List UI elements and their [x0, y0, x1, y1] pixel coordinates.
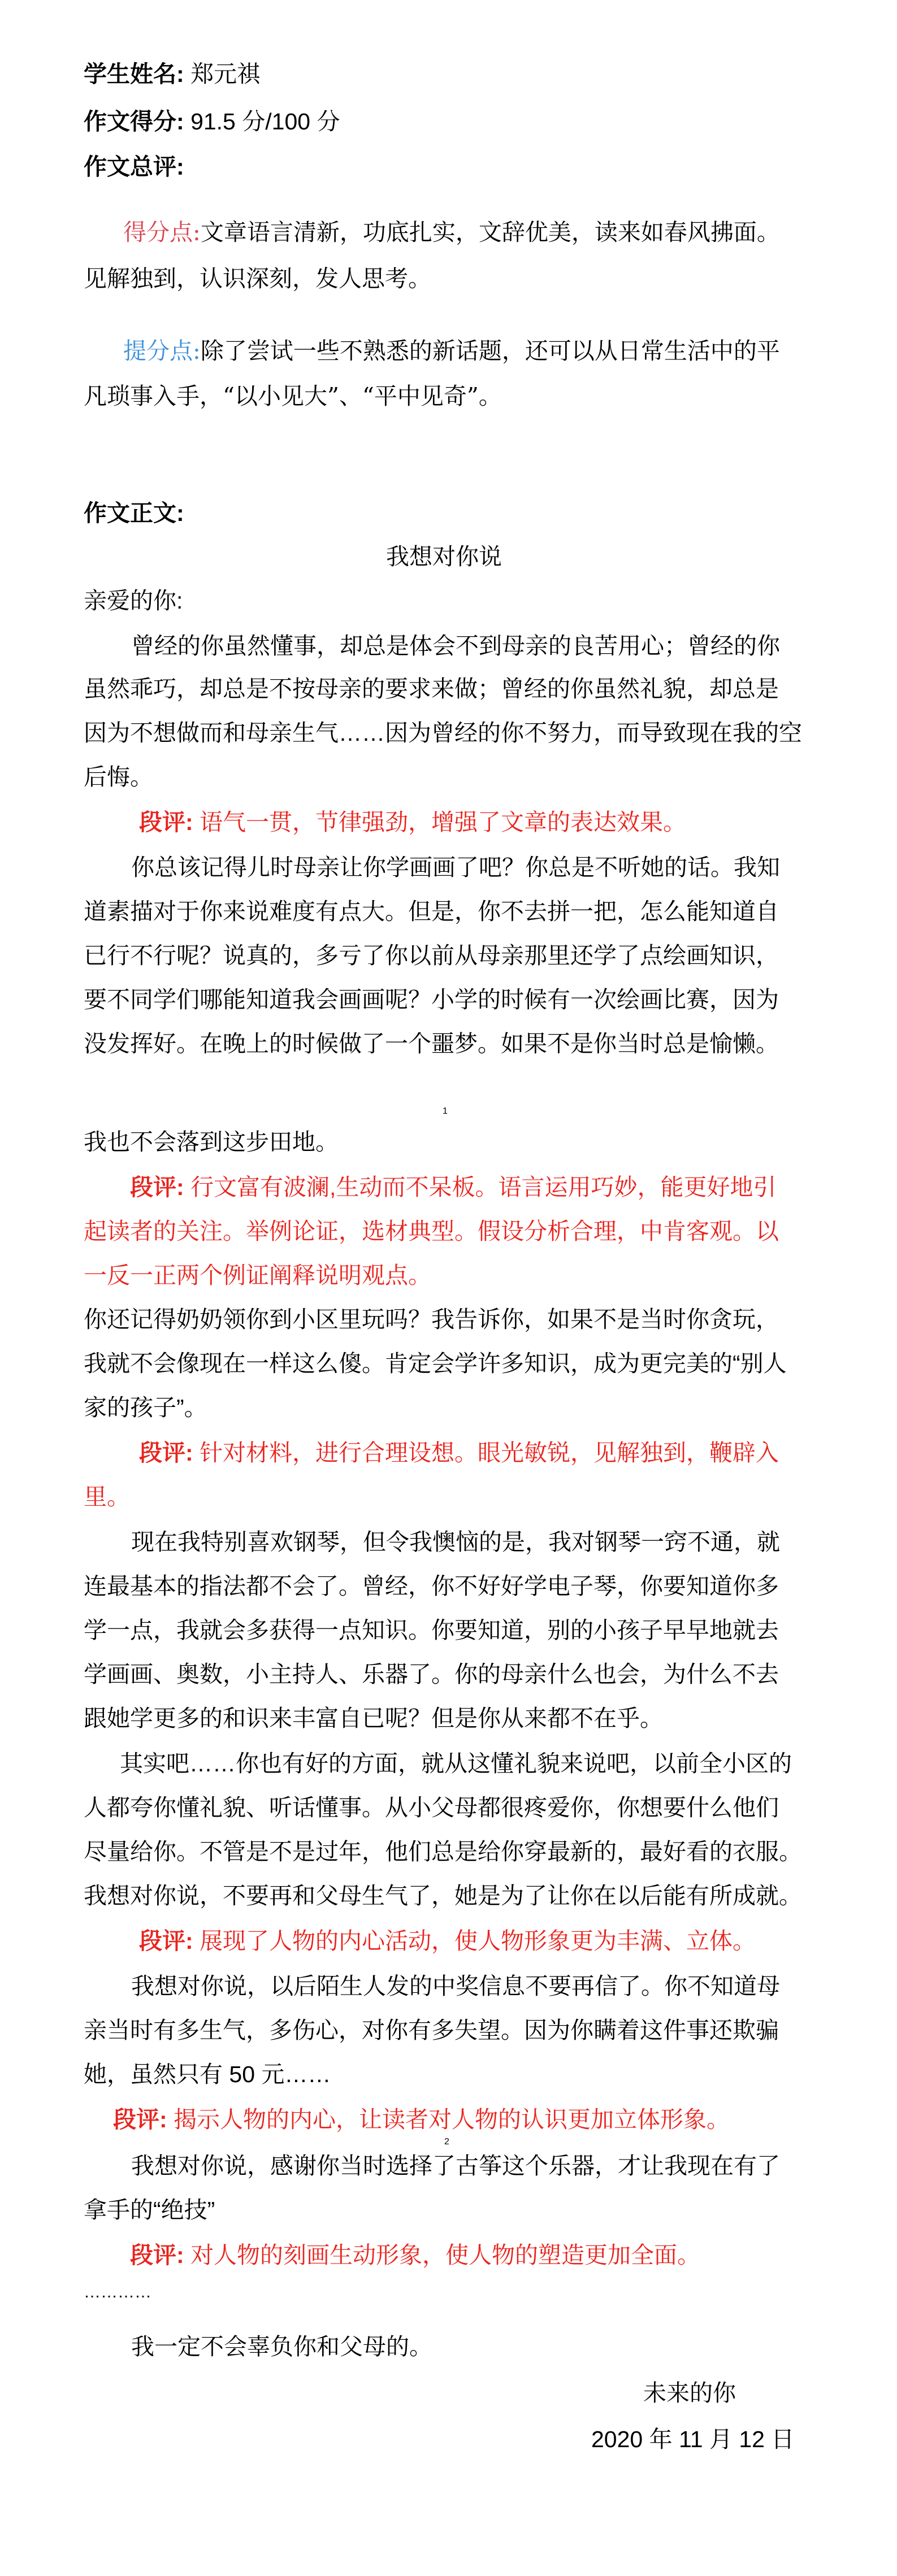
closing-line: 我一定不会辜负你和父母的。: [131, 2334, 432, 2360]
improve-line-1: [123, 332, 780, 366]
paragraph-6-line: 她，虽然只有 50 元……: [84, 2061, 331, 2087]
paragraph-5-line: 其实吧……你也有好的方面，就从这懂礼貌来说吧，以前全小区的: [120, 1750, 792, 1776]
paragraph-2-line: 已行不行呢？说真的，多亏了你以前从母亲那里还学了点绘画知识，: [84, 942, 779, 968]
paragraph-4-line: 学画画、奥数，小主持人、乐器了。你的母亲什么也会，为什么不去: [84, 1661, 779, 1687]
signature: 未来的你: [643, 2379, 736, 2406]
strengths-text-1: 文章语言清新，功底扎实，文辞优美，读来如春风拂面。: [200, 219, 780, 246]
essay-greeting: 亲爱的你:: [84, 588, 183, 614]
paragraph-5-line: 尽量给你。不管是不是过年，他们总是给你穿最新的，最好看的衣服。: [84, 1839, 802, 1865]
comment-5-label: 段评:: [113, 2106, 167, 2132]
comment-3-text-1: 针对材料，进行合理设想。眼光敏锐，见解独到，鞭辟入: [200, 1440, 779, 1466]
comment-3-label: 段评:: [139, 1440, 193, 1466]
comment-3-line-2: 里。: [84, 1484, 130, 1510]
page-number-1: 1: [443, 1106, 448, 1116]
paragraph-5-line: 我想对你说，不要再和父母生气了，她是为了让你在以后能有所成就。: [84, 1883, 802, 1909]
essay-title: 我想对你说: [386, 544, 502, 570]
paragraph-1-line: 虽然乖巧，却总是不按母亲的要求来做；曾经的你虽然礼貌，却总是: [84, 676, 779, 702]
date: 2020 年 11 月 12 日: [591, 2426, 795, 2452]
ellipsis-line: …………: [84, 2283, 151, 2301]
paragraph-3-line: 我就不会像现在一样这么傻。肯定会学许多知识，成为更完美的“别人: [84, 1350, 787, 1376]
comment-6: [130, 2236, 700, 2270]
comment-2-line: 起读者的关注。举例论证，选材典型。假设分析合理，中肯客观。以: [84, 1218, 779, 1244]
strengths-line-1: [123, 214, 780, 247]
paragraph-1-line: 因为不想做而和母亲生气……因为曾经的你不努力，而导致现在我的空: [84, 720, 802, 746]
comment-5: [113, 2101, 730, 2134]
paragraph-6-line: 我想对你说，以后陌生人发的中奖信息不要再信了。你不知道母: [131, 1973, 780, 1999]
improve-line-2: 凡琐事入手，“以小见大”、“平中见奇”。: [84, 383, 502, 410]
comment-1-label: 段评:: [139, 809, 193, 835]
paragraph-1-line: 后悔。: [84, 764, 153, 790]
comment-2: [130, 1168, 776, 1202]
paragraph-4-line: 现在我特别喜欢钢琴，但令我懊恼的是，我对钢琴一窍不通，就: [131, 1529, 780, 1555]
comment-4-text: 展现了人物的内心活动，使人物形象更为丰满、立体。: [200, 1928, 756, 1954]
paragraph-3-line: 你还记得奶奶领你到小区里玩吗？我告诉你，如果不是当时你贪玩，: [84, 1306, 779, 1332]
comment-2-line: 一反一正两个例证阐释说明观点。: [84, 1262, 431, 1288]
paragraph-2-line: 要不同学们哪能知道我会画画呢？小学的时候有一次绘画比赛，因为: [84, 987, 779, 1013]
paragraph-4-line: 学一点，我就会多获得一点知识。你要知道，别的小孩子早早地就去: [84, 1617, 779, 1643]
score-row: [84, 103, 340, 136]
comment-6-label: 段评:: [130, 2242, 184, 2268]
paragraph-6-line: 亲当时有多生气，多伤心，对你有多失望。因为你瞒着这件事还欺骗: [84, 2017, 779, 2043]
comment-4-label: 段评:: [139, 1928, 193, 1954]
essay-body-label: 作文正文:: [84, 500, 184, 526]
paragraph-2-line: 你总该记得儿时母亲让你学画画了吧？你总是不听她的话。我知: [131, 854, 780, 880]
student-name-row: [84, 55, 260, 89]
improve-text-1: 除了尝试一些不熟悉的新话题，还可以从日常生活中的平: [200, 337, 780, 364]
comment-2-label: 段评:: [130, 1174, 184, 1200]
comment-4: [139, 1922, 756, 1956]
paragraph-3-line: 家的孩子”。: [84, 1395, 207, 1421]
overall-label: 作文总评:: [84, 154, 184, 180]
paragraph-5-line: 人都夸你懂礼貌、听话懂事。从小父母都很疼爱你，你想要什么他们: [84, 1795, 779, 1821]
comment-1: [139, 803, 686, 837]
student-name-label: 学生姓名:: [84, 61, 184, 87]
student-name: 郑元祺: [190, 61, 261, 87]
paragraph-7-line-2: 拿手的“绝技”: [84, 2197, 215, 2223]
comment-2-text-1: 行文富有波澜,生动而不呆板。语言运用巧妙，能更好地引: [190, 1174, 777, 1200]
paragraph-2-line: 没发挥好。在晚上的时候做了一个噩梦。如果不是你当时总是愉懒。: [84, 1031, 779, 1057]
paragraph-2-line: 道素描对于你来说难度有点大。但是，你不去拼一把，怎么能知道自: [84, 898, 779, 924]
paragraph-4-line: 跟她学更多的和识来丰富自已呢？但是你从来都不在乎。: [84, 1705, 663, 1731]
comment-6-text: 对人物的刻画生动形象，使人物的塑造更加全面。: [190, 2242, 701, 2268]
score-label: 作文得分:: [84, 108, 184, 134]
strengths-label: 得分点:: [123, 219, 201, 246]
paragraph-4-line: 连最基本的指法都不会了。曾经，你不好好学电子琴，你要知道你多: [84, 1573, 779, 1599]
paragraph-2-tail: 我也不会落到这步田地。: [84, 1129, 339, 1155]
comment-3: [139, 1434, 779, 1467]
improve-label: 提分点:: [123, 337, 201, 364]
paragraph-1-line: 曾经的你虽然懂事，却总是体会不到母亲的良苦用心；曾经的你: [131, 633, 780, 659]
paragraph-7-line-1: 我想对你说，感谢你当时选择了古筝这个乐器，才让我现在有了: [131, 2153, 780, 2179]
strengths-line-2: 见解独到，认识深刻，发人思考。: [84, 265, 431, 292]
comment-5-text: 揭示人物的内心，让读者对人物的认识更加立体形象。: [174, 2106, 730, 2132]
page-number-2: 2: [444, 2137, 449, 2147]
comment-1-text: 语气一贯，节律强劲，增强了文章的表达效果。: [200, 809, 687, 835]
score-value: 91.5 分/100 分: [190, 108, 340, 134]
